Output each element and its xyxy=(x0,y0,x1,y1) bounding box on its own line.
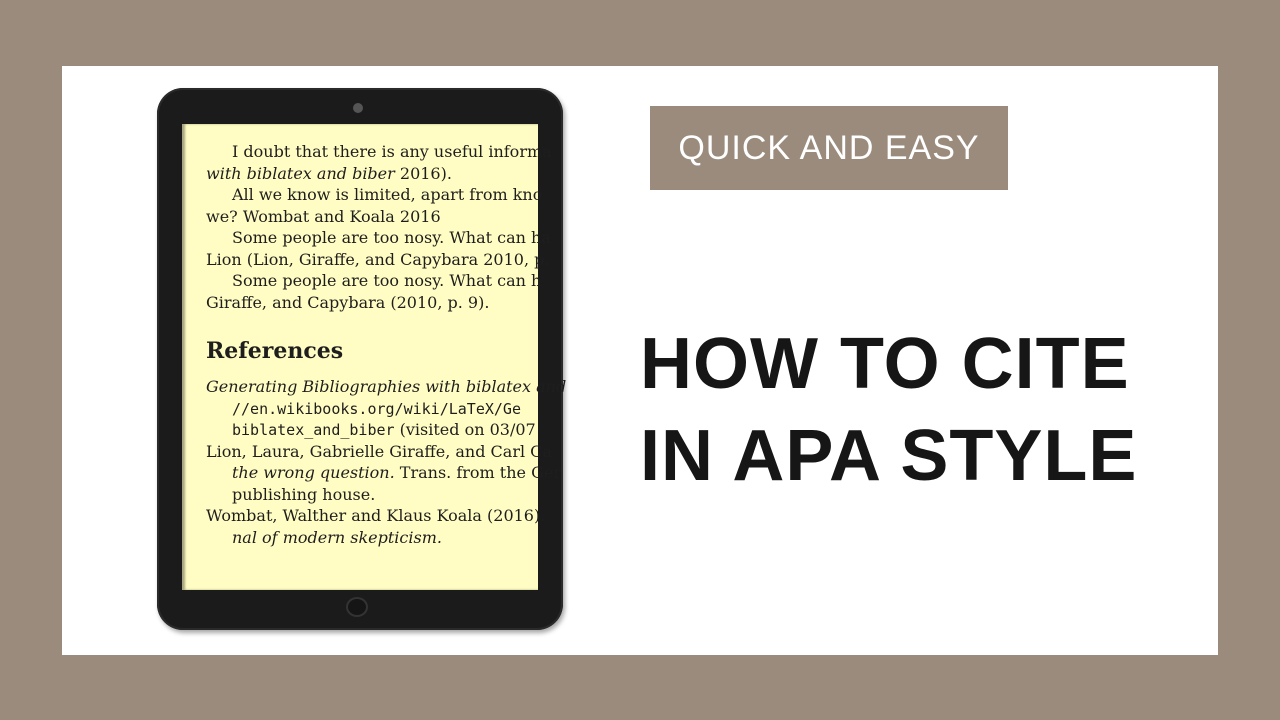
page-title xyxy=(640,318,1200,502)
title-line-2: IN APA STYLE xyxy=(640,416,1138,496)
reference-line: Generating Bibliographies with biblatex and xyxy=(206,377,567,396)
doc-line: Lion (Lion, Giraffe, and Capybara 2010, p. xyxy=(206,249,550,269)
doc-line: Giraffe, and Capybara (2010, p. 9). xyxy=(206,292,490,312)
doc-line: All we know is limited, apart from kno xyxy=(232,185,543,204)
banner-card xyxy=(62,66,1218,655)
quick-and-easy-badge: QUICK AND EASY xyxy=(650,106,1008,190)
camera-icon xyxy=(353,103,363,113)
references-heading: References xyxy=(206,338,344,364)
title-line-1: HOW TO CITE xyxy=(640,324,1130,404)
doc-line: we? Wombat and Koala 2016 xyxy=(206,206,441,226)
reference-line: biblatex_and_biber (visited on 03/07 xyxy=(232,420,536,439)
reference-line: Wombat, Walther and Klaus Koala (2016). xyxy=(206,506,546,525)
tablet-device xyxy=(157,88,567,630)
doc-line: Some people are too nosy. What can h xyxy=(232,271,542,290)
reference-line: publishing house. xyxy=(232,484,376,504)
home-button-icon xyxy=(346,597,368,617)
doc-line: Some people are too nosy. What can ha xyxy=(232,228,551,247)
doc-line: I doubt that there is any useful informa xyxy=(232,142,552,161)
reference-line: //en.wikibooks.org/wiki/LaTeX/Ge xyxy=(232,399,521,418)
reference-line: nal of modern skepticism. xyxy=(232,527,442,547)
doc-line: with biblatex and biber 2016). xyxy=(206,163,452,183)
tablet-screen xyxy=(182,124,567,590)
reference-line: the wrong question. Trans. from the Ger xyxy=(232,463,561,482)
reference-line: Lion, Laura, Gabrielle Giraffe, and Carl Ca xyxy=(206,441,552,461)
